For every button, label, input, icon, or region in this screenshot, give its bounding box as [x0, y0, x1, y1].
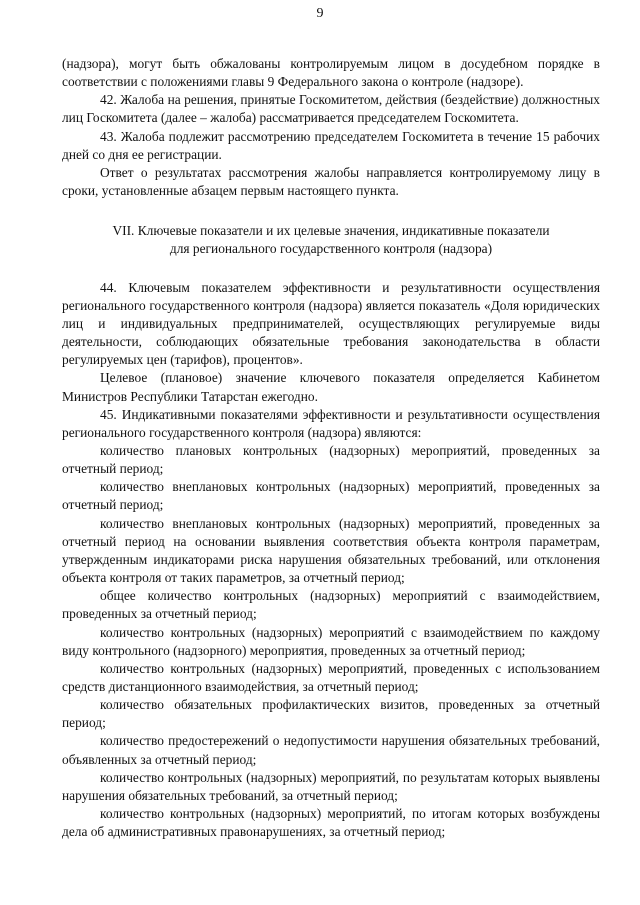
paragraph: 45. Индикативными показателями эффективности и результативности осуществления регионального государственного контроля (надзора) являются:	[62, 406, 600, 440]
list-item: общее количество контрольных (надзорных) мероприятий с взаимодействием, проведенных за отчетный период;	[62, 588, 600, 622]
section-heading-line: VII. Ключевые показатели и их целевые значения, индикативные показатели	[112, 223, 550, 239]
list-item: количество контрольных (надзорных) мероприятий, по итогам которых возбуждены дела об административных правонарушениях, за отчетный период;	[62, 806, 600, 840]
section-heading-line: для регионального государственного контроля (надзора)	[169, 241, 493, 257]
paragraph: 43. Жалоба подлежит рассмотрению председателем Госкомитета в течение 15 рабочих дней со дня ее регистрации.	[62, 128, 600, 162]
paragraph: (надзора), могут быть обжалованы контролируемым лицом в досудебном порядке в соответствии с положениями главы 9 Федерального закона о контроле (надзоре).	[62, 56, 600, 90]
list-item: количество предостережений о недопустимости нарушения обязательных требований, объявленных за отчетный период;	[62, 733, 600, 767]
list-item: количество контрольных (надзорных) мероприятий, проведенных с использованием средств дистанционного взаимодействия, за отчетный период;	[62, 660, 600, 694]
paragraph: Ответ о результатах рассмотрения жалобы направляется контролируемому лицу в сроки, установленные абзацем первым настоящего пункта.	[62, 164, 600, 199]
list-item: количество плановых контрольных (надзорных) мероприятий, проведенных за отчетный период;	[62, 442, 600, 477]
list-item: количество контрольных (надзорных) мероприятий с взаимодействием по каждому виду контрольного (надзорного) мероприятия, проведенных за отчетный период;	[62, 624, 600, 658]
paragraph: Целевое (плановое) значение ключевого показателя определяется Кабинетом Министров Республики Татарстан ежегодно.	[62, 370, 600, 404]
paragraph: 44. Ключевым показателем эффективности и результативности осуществления регионального государственного контроля (надзора) является показатель «Доля юридических лиц и индивидуальных предпринимателей, осуществляющих регулируемые виды деятельности, соблюдающих обязательные требования законодательства в области регулируемых цен (тарифов), процентов».	[62, 279, 600, 368]
list-item: количество обязательных профилактических визитов, проведенных за отчетный период;	[62, 697, 600, 731]
list-item: количество контрольных (надзорных) мероприятий, по результатам которых выявлены нарушения обязательных требований, за отчетный период;	[62, 769, 600, 803]
paragraph: 42. Жалоба на решения, принятые Госкомитетом, действия (бездействие) должностных лиц Госкомитета (далее – жалоба) рассматривается председателем Госкомитета.	[62, 92, 600, 126]
section-heading	[62, 222, 600, 258]
list-item: количество внеплановых контрольных (надзорных) мероприятий, проведенных за отчетный период на основании выявления соответствия объекта контроля параметрам, утвержденным индикаторами риска нарушения обязательных требований, или отклонения объекта контроля от таких параметров, за отчетный период;	[62, 515, 600, 586]
document-body	[62, 55, 600, 841]
list-item: количество внеплановых контрольных (надзорных) мероприятий, проведенных за отчетный период;	[62, 479, 600, 513]
page-number: 9	[316, 6, 324, 21]
